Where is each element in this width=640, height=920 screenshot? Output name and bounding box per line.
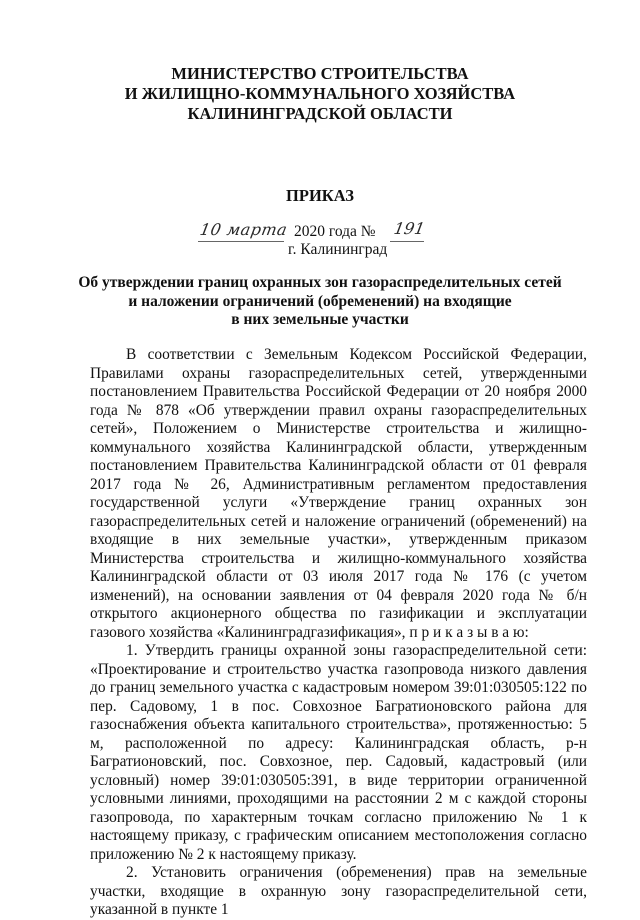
order-subject xyxy=(60,274,580,330)
order-subject-line-2: и наложении ограничений (обременений) на входящие xyxy=(128,292,512,310)
ministry-header-line-3: КАЛИНИНГРАДСКОЙ ОБЛАСТИ xyxy=(187,104,453,123)
ministry-header-line-1: МИНИСТЕРСТВО СТРОИТЕЛЬСТВА xyxy=(171,64,469,83)
clause-2-paragraph: 2. Установить ограничения (обременения) прав на земельные участки, входящие в охранную зону газораспределительной сети, указанной в пункте 1 xyxy=(90,864,587,918)
ministry-header-line-2: И ЖИЛИЩНО-КОММУНАЛЬНОГО ХОЗЯЙСТВА xyxy=(124,84,516,103)
order-subject-line-3: в них земельные участки xyxy=(231,311,409,328)
clause-1-paragraph: 1. Утвердить границы охранной зоны газораспределительной сети: «Проектирование и строительство участка газопровода низкого давления до границ земельного участка с кадастровым номером 39:01:030505:122 по пер. Садовому, 1 в пос. Совхозное Багратионовского района для газоснабжения объекта капитального строительства», протяженностью: 5 м, расположенной по адресу: Калининградская область, р-н Багратионовский, пос. Совхозное, пер. Садовый, кадастровый (или условный) номер 39:01:030505:391, в виде территории ограниченной условными линиями, проходящими на расстоянии 2 м с каждой стороны газопровода, по характерным точкам согласно приложению № 1 к настоящему приказу, с графическим описанием местоположения согласно приложению № 2 к настоящему приказу. xyxy=(90,642,587,863)
order-title: ПРИКАЗ xyxy=(286,186,354,205)
order-body xyxy=(90,346,587,920)
order-date-printed: 2020 года № xyxy=(294,223,376,240)
order-date-line xyxy=(0,220,640,242)
order-city: г. Калининград xyxy=(288,241,388,258)
date-underline xyxy=(198,241,284,242)
handwritten-date: 10 марта xyxy=(198,220,289,239)
ministry-header xyxy=(0,64,640,124)
order-subject-line-1: Об утверждении границ охранных зон газораспределительных сетей xyxy=(78,274,562,291)
preamble-paragraph: В соответствии с Земельным Кодексом Российской Федерации, Правилами охраны газораспределительных сетей, утвержденными постановлением Правительства Российской Федерации от 20 ноября 2000 года № 878 «Об утверждении правил охраны газораспределительных сетей», Положением о Министерстве строительства и жилищно-коммунального хозяйства Калининградской области, утвержденным постановлением Правительства Калининградской области от 01 февраля 2017 года № 26, Административным регламентом предоставления государственной услуги «Утверждение границ охранных зон газораспределительных сетей и наложение ограничений (обременений) на входящие в них земельные участки», утвержденным приказом Министерства строительства и жилищно-коммунального хозяйства Калининградской области от 03 июля 2017 года № 176 (с учетом изменений), на основании заявления от 04 февраля 2020 года № б/н открытого акционерного общества по газификации и эксплуатации газового хозяйства «Калининградгазификация», п р и к а з ы в а ю: xyxy=(90,346,587,641)
number-underline xyxy=(390,241,424,242)
handwritten-order-number: 191 xyxy=(392,219,427,238)
